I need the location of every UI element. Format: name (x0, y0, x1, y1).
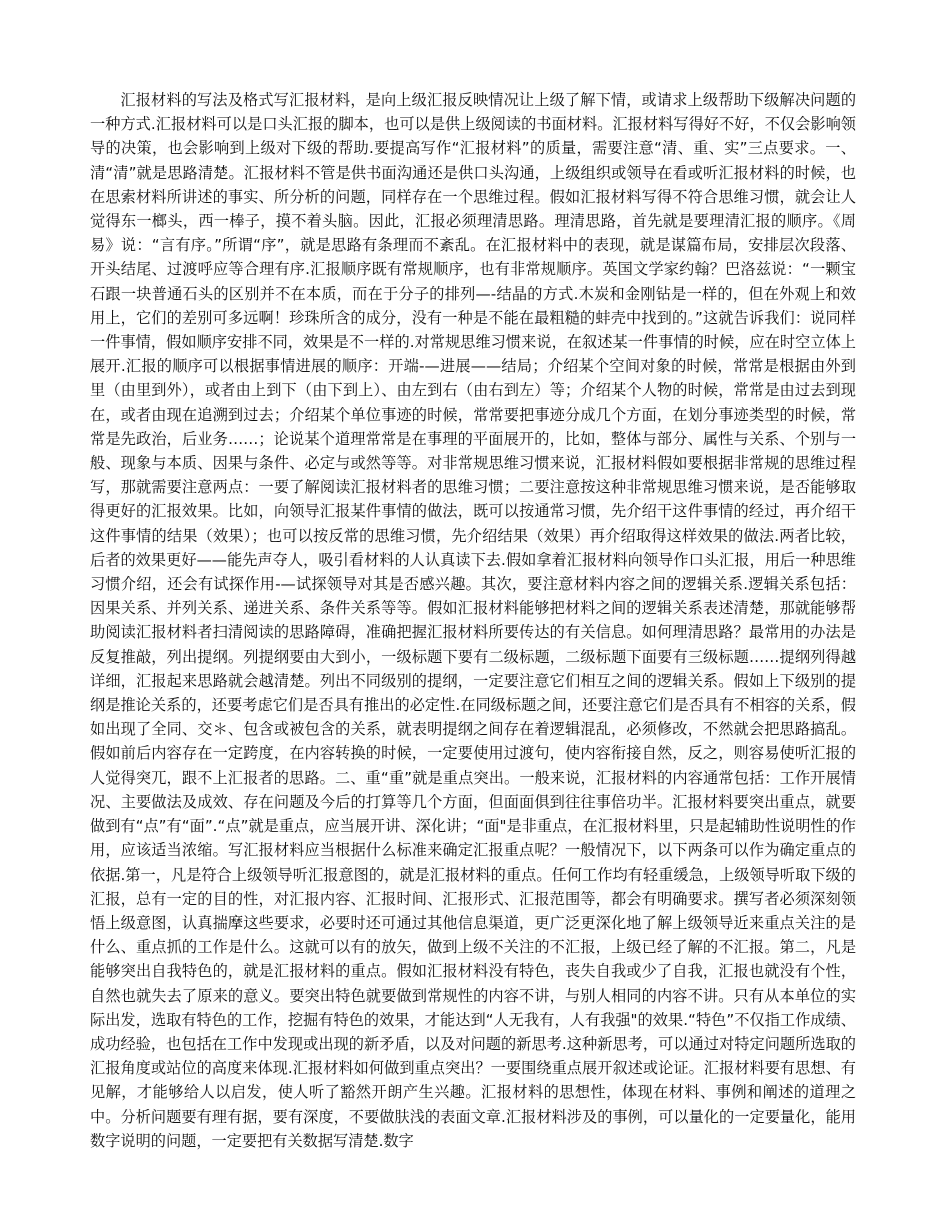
document-body-paragraph: 汇报材料的写法及格式写汇报材料，是向上级汇报反映情况让上级了解下情，或请求上级帮助下级解决问题的一种方式.汇报材料可以是口头汇报的脚本，也可以是供上级阅读的书面材料。汇报材料写得好不好，不仅会影响领导的决策，也会影响到上级对下级的帮助.要提高写作“汇报材料”的质量，需要注意“清、重、实”三点要求。一、清“清”就是思路清楚。汇报材料不管是供书面沟通还是供口头沟通，上级组织或领导在看或听汇报材料的时候，也在思索材料所讲述的事实、所分析的问题，同样存在一个思维过程。假如汇报材料写得不符合思维习惯，就会让人觉得东一榔头，西一棒子，摸不着头脑。因此，汇报必须理清思路。理清思路，首先就是要理清汇报的顺序。《周易》说：“言有序。”所谓“序”，就是思路有条理而不紊乱。在汇报材料中的表现，就是谋篇布局，安排层次段落、开头结尾、过渡呼应等合理有序.汇报顺序既有常规顺序，也有非常规顺序。英国文学家约翰？巴洛兹说：“一颗宝石跟一块普通石头的区别并不在本质，而在于分子的排列—-结晶的方式.木炭和金刚钻是一样的，但在外观上和效用上，它们的差别可多远啊！珍珠所含的成分，没有一种是不能在最粗糙的蚌壳中找到的。”这就告诉我们：说同样一件事情，假如顺序安排不同，效果是不一样的.对常规思维习惯来说，在叙述某一件事情的时候，应在时空立体上展开.汇报的顺序可以根据事情进展的顺序：开端-—进展——结局；介绍某个空间对象的时候，常常是根据由外到里（由里到外），或者由上到下（由下到上）、由左到右（由右到左）等；介绍某个人物的时候，常常是由过去到现在，或者由现在追溯到过去；介绍某个单位事迹的时候，常常要把事迹分成几个方面，在划分事迹类型的时候，常常是先政治，后业务……；论说某个道理常常是在事理的平面展开的，比如，整体与部分、属性与关系、个别与一般、现象与本质、因果与条件、必定与或然等等。对非常规思维习惯来说，汇报材料假如要根据非常规的思维过程写，那就需要注意两点：一要了解阅读汇报材料者的思维习惯；二要注意按这种非常规思维习惯来说，是否能够取得更好的汇报效果。比如，向领导汇报某件事情的做法，既可以按通常习惯，先介绍干这件事情的经过，再介绍干这件事情的结果（效果）；也可以按反常的思维习惯，先介绍结果（效果）再介绍取得这样效果的做法.两者比较，后者的效果更好——能先声夺人，吸引看材料的人认真读下去.假如拿着汇报材料向领导作口头汇报，用后一种思维习惯介绍，还会有试探作用-—试探领导对其是否感兴趣。其次，要注意材料内容之间的逻辑关系.逻辑关系包括：因果关系、并列关系、递进关系、条件关系等等。假如汇报材料能够把材料之间的逻辑关系表述清楚，那就能够帮助阅读汇报材料者扫清阅读的思路障碍，准确把握汇报材料所要传达的有关信息。如何理清思路？最常用的办法是反复推敲，列出提纲。列提纲要由大到小，一级标题下要有二级标题，二级标题下面要有三级标题……提纲列得越详细，汇报起来思路就会越清楚。列出不同级别的提纲，一定要注意它们相互之间的逻辑关系。假如上下级别的提纲是推论关系的，还要考虑它们是否具有推出的必定性.在同级标题之间，还要注意它们是否具有不相容的关系，假如出现了全同、交＊、包含或被包含的关系，就表明提纲之间存在着逻辑混乱，必须修改，不然就会把思路搞乱。假如前后内容存在一定跨度，在内容转换的时候，一定要使用过渡句，使内容衔接自然，反之，则容易使听汇报的人觉得突兀，跟不上汇报者的思路。二、重“重”就是重点突出。一般来说，汇报材料的内容通常包括：工作开展情况、主要做法及成效、存在问题及今后的打算等几个方面，但面面俱到往往事倍功半。汇报材料要突出重点，就要做到有“点”有“面”.“点”就是重点，应当展开讲、深化讲；“面"是非重点，在汇报材料里，只是起辅助性说明性的作用，应该适当浓缩。写汇报材料应当根据什么标准来确定汇报重点呢？一般情况下，以下两条可以作为确定重点的依据.第一，凡是符合上级领导听汇报意图的，就是汇报材料的重点。任何工作均有轻重缓急，上级领导听取下级的汇报，总有一定的目的性，对汇报内容、汇报时间、汇报形式、汇报范围等，都会有明确要求。撰写者必须深刻领悟上级意图，认真揣摩这些要求，必要时还可通过其他信息渠道，更广泛更深化地了解上级领导近来重点关注的是什么、重点抓的工作是什么。这就可以有的放矢，做到上级不关注的不汇报，上级已经了解的不汇报。第二，凡是能够突出自我特色的，就是汇报材料的重点。假如汇报材料没有特色，丧失自我或少了自我，汇报也就没有个性，自然也就失去了原来的意义。要突出特色就要做到常规性的内容不讲，与别人相同的内容不讲。只有从本单位的实际出发，选取有特色的工作，挖掘有特色的效果，才能达到“人无我有，人有我强"的效果.“特色”不仅指工作成绩、成功经验，也包括在工作中发现或出现的新矛盾，以及对问题的新思考.这种新思考，可以通过对特定问题所选取的汇报角度或站位的高度来体现.汇报材料如何做到重点突出？一要围绕重点展开叙述或论证。汇报材料要有思想、有见解，才能够给人以启发，使人听了豁然开朗产生兴趣。汇报材料的思想性，体现在材料、事例和阐述的道理之中。分析问题要有理有据，要有深度，不要做肤浅的表面文章.汇报材料涉及的事例，可以量化的一定要量化，能用数字说明的问题，一定要把有关数据写清楚.数字 (90, 91, 856, 1150)
